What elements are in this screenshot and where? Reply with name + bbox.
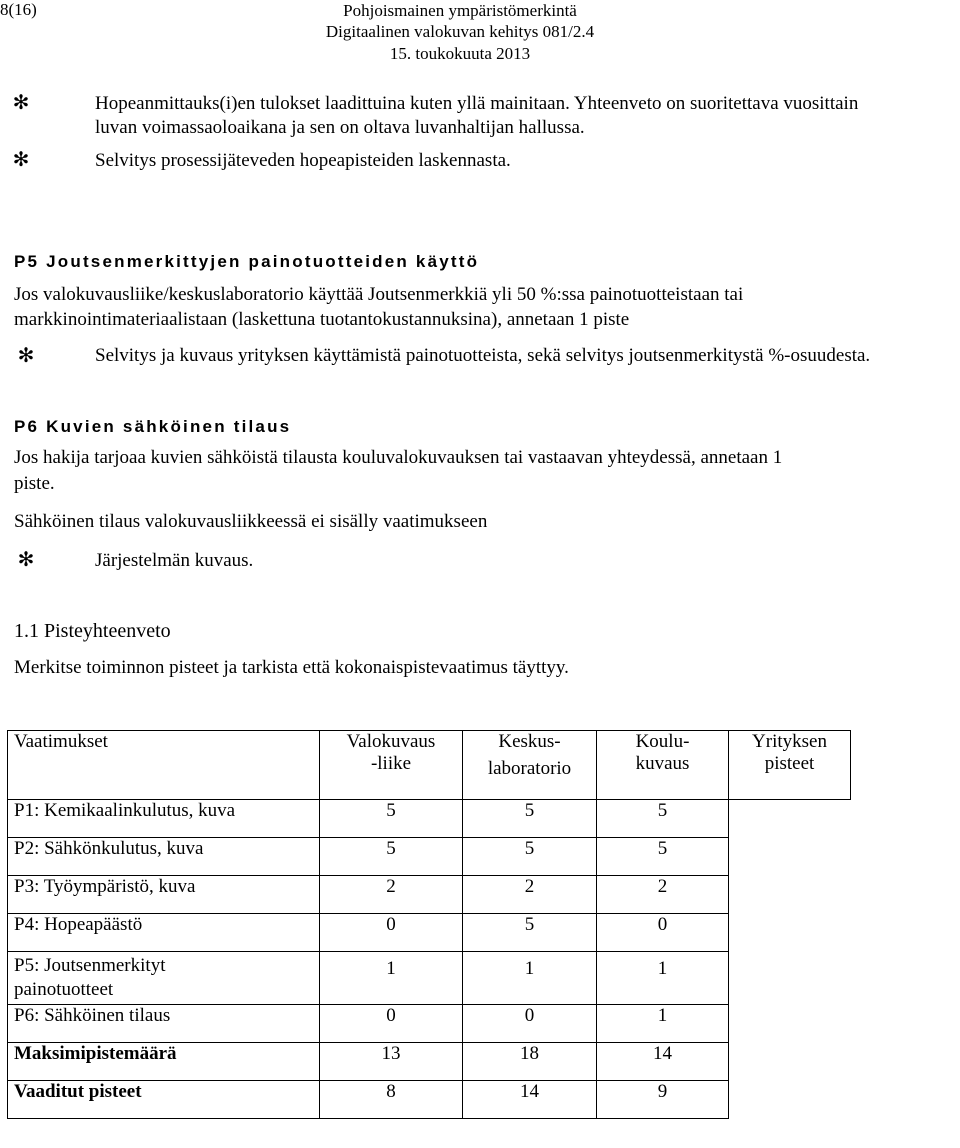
cell-koulukuvaus: 0 <box>597 914 729 952</box>
cell-koulukuvaus: 1 <box>597 952 729 1005</box>
bullet-star-icon: ✻ <box>17 345 35 367</box>
header-cell: Valokuvaus -liike <box>320 731 463 800</box>
bullet-text: Hopeanmittauks(i)en tulokset laadittuina kuten yllä mainitaan. Yhteenveto on suoritettava vuosittain <box>95 93 859 114</box>
cell-koulukuvaus: 14 <box>597 1043 729 1081</box>
row-label: P2: Sähkönkulutus, kuva <box>8 838 320 876</box>
cell-valokuvausliike: 1 <box>320 952 463 1005</box>
cell-valokuvausliike: 0 <box>320 1005 463 1043</box>
table-row <box>8 1043 851 1081</box>
bullet-text: Selvitys prosessijäteveden hopeapisteiden laskennasta. <box>95 150 511 171</box>
p5-text: Jos valokuvausliike/keskuslaboratorio käyttää Joutsenmerkkiä yli 50 %:ssa painotuotteistaan tai <box>14 284 744 305</box>
section-heading-p5: P5 Joutsenmerkittyjen painotuotteiden käyttö <box>14 252 480 271</box>
table-row <box>8 1081 851 1119</box>
cell-keskuslaboratorio: 5 <box>463 800 597 838</box>
row-label: P6: Sähköinen tilaus <box>8 1005 320 1043</box>
p6-text: Jos hakija tarjoaa kuvien sähköistä tilausta kouluvalokuvauksen tai vastaavan yhteydessä, annetaan 1 <box>14 447 783 468</box>
cell-valokuvausliike: 8 <box>320 1081 463 1119</box>
cell-valokuvausliike: 5 <box>320 838 463 876</box>
cell-valokuvausliike: 2 <box>320 876 463 914</box>
cell-keskuslaboratorio: 5 <box>463 914 597 952</box>
table-row <box>8 800 851 838</box>
table-row <box>8 838 851 876</box>
row-label: P3: Työympäristö, kuva <box>8 876 320 914</box>
cell-yrityksen-pisteet <box>729 952 851 1005</box>
row-label: Vaaditut pisteet <box>8 1081 320 1119</box>
table-row <box>8 952 851 1005</box>
p6-text: piste. <box>14 473 55 494</box>
cell-yrityksen-pisteet <box>729 800 851 838</box>
summary-intro: Merkitse toiminnon pisteet ja tarkista että kokonaispistevaatimus täyttyy. <box>14 657 569 678</box>
bullet-star-icon: ✻ <box>12 149 30 171</box>
cell-valokuvausliike: 0 <box>320 914 463 952</box>
cell-valokuvausliike: 5 <box>320 800 463 838</box>
row-label: P4: Hopeapäästö <box>8 914 320 952</box>
row-label: Maksimipistemäärä <box>8 1043 320 1081</box>
cell-keskuslaboratorio: 5 <box>463 838 597 876</box>
table-row <box>8 914 851 952</box>
row-label: P5: Joutsenmerkityt painotuotteet <box>8 952 320 1005</box>
bullet-star-icon: ✻ <box>17 549 35 571</box>
cell-koulukuvaus: 2 <box>597 876 729 914</box>
section-heading-p6: P6 Kuvien sähköinen tilaus <box>14 417 292 436</box>
cell-yrityksen-pisteet <box>729 1081 851 1119</box>
p5-text: markkinointimateriaalistaan (laskettuna tuotantokustannuksina), annetaan 1 piste <box>14 309 630 330</box>
cell-keskuslaboratorio: 14 <box>463 1081 597 1119</box>
cell-yrityksen-pisteet <box>729 838 851 876</box>
table-row <box>8 876 851 914</box>
cell-keskuslaboratorio: 0 <box>463 1005 597 1043</box>
header-date: 15. toukokuuta 2013 <box>389 44 531 63</box>
table-row <box>8 1005 851 1043</box>
header-document: Digitaalinen valokuvan kehitys 081/2.4 <box>325 22 595 41</box>
points-summary-table <box>7 730 851 1119</box>
cell-keskuslaboratorio: 1 <box>463 952 597 1005</box>
cell-valokuvausliike: 13 <box>320 1043 463 1081</box>
p6-text-2: Sähköinen tilaus valokuvausliikkeessä ei sisälly vaatimukseen <box>14 511 488 532</box>
cell-keskuslaboratorio: 18 <box>463 1043 597 1081</box>
cell-koulukuvaus: 5 <box>597 838 729 876</box>
row-label: P1: Kemikaalinkulutus, kuva <box>8 800 320 838</box>
cell-yrityksen-pisteet <box>729 914 851 952</box>
page-number: 8(16) <box>0 0 37 19</box>
cell-yrityksen-pisteet <box>729 876 851 914</box>
cell-yrityksen-pisteet <box>729 1005 851 1043</box>
cell-keskuslaboratorio: 2 <box>463 876 597 914</box>
table-header-row <box>8 731 851 800</box>
p5-bullet-text: Selvitys ja kuvaus yrityksen käyttämistä painotuotteista, sekä selvitys joutsenmerkitystä %-osuudesta. <box>95 345 871 366</box>
cell-yrityksen-pisteet <box>729 1043 851 1081</box>
section-heading-summary: 1.1 Pisteyhteenveto <box>14 620 171 642</box>
header-organization: Pohjoismainen ympäristömerkintä <box>343 1 577 20</box>
header-cell: Yrityksen pisteet <box>729 731 851 800</box>
cell-koulukuvaus: 9 <box>597 1081 729 1119</box>
bullet-text: luvan voimassaoloaikana ja sen on oltava luvanhaltijan hallussa. <box>95 117 585 138</box>
cell-koulukuvaus: 5 <box>597 800 729 838</box>
p6-bullet-text: Järjestelmän kuvaus. <box>95 550 254 571</box>
header-cell: Vaatimukset <box>8 731 320 800</box>
header-cell: Keskus- laboratorio <box>463 731 597 800</box>
header-cell: Koulu- kuvaus <box>597 731 729 800</box>
bullet-star-icon: ✻ <box>12 92 30 114</box>
cell-koulukuvaus: 1 <box>597 1005 729 1043</box>
